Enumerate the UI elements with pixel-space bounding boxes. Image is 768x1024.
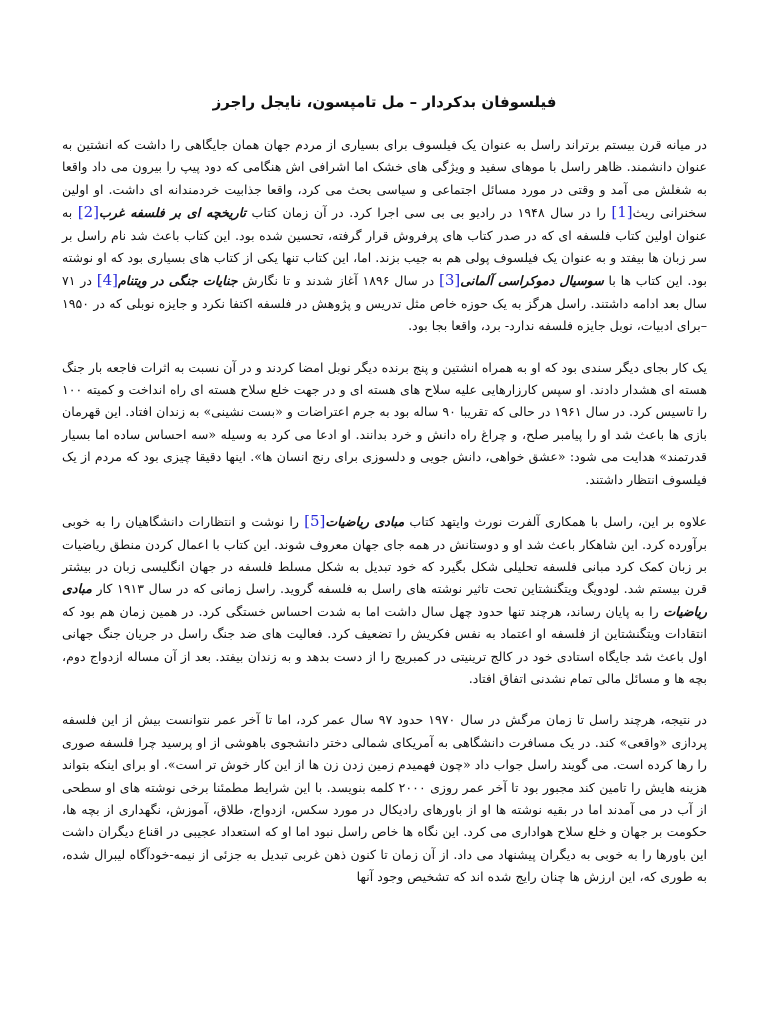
text-run: در سال ۱۸۹۶ آغاز شدند و تا نگارش xyxy=(237,273,440,289)
book-title: تاریخچه ای بر فلسفه غرب xyxy=(98,205,247,221)
text-run: در نتیجه، هرچند راسل تا زمان مرگش در سال ۱۹۷۰ حدود ۹۷ سال عمر کرد، اما تا آخر عمر نتوانست بیش از این فلسفه پردازی «واقعی» کند. در یک مسافرت دانشگاهی به آمریکای شمالی دختر دانشجوی باهوشی از او پرسید چرا فلسفه صوری را رها کرده است. می گویند راسل جواب داد «چون فهمیدم زمین زدن زن ها از این کار خوش تر است». او برای اینکه بتواند هزینه هایش را تامین کند مجبور بود تا آخر عمر روزی ۲۰۰۰ کلمه بنویسد. با این شرایط مطمئنا برخی نوشته های او سطحی از آب در می آمدند اما در بقیه نوشته ها او از باورهای رادیکال در مورد سکس، ازدواج، طلاق، آموزش، نگهداری از بچه ها، حکومت بر جهان و خلع سلاح هواداری می کرد. این نگاه ها خاص راسل نبود اما او که استعداد عجیبی در اقناع دیگران داشت این باورها را به خوبی به دیگران پیشنهاد می داد. از آن زمان تا کنون ذهن غربی تبدیل به جزئی از نیمه-خودآگاه لیبرال شده، به طوری که، این ارزش ها چنان رایج شده اند که تشخیص وجود آنها xyxy=(62,712,707,885)
text-run: یک کار بجای دیگر سندی بود که او به همراه انشتین و پنج برنده دیگر نوبل امضا کردند و در آن نسبت به اثرات فاجعه بار جنگ هسته ای هشدار دادند. او سپس کارزارهایی علیه سلاح های هسته ای و در جهت خلع سلاح هسته ای راه انداخت و کمیته ۱۰۰ را تاسیس کرد. در سال ۱۹۶۱ در حالی که تقریبا ۹۰ ساله بود به جرم اعتراضات و «بست نشینی» به زندان افتاد. این قهرمان بازی ها باعث شد او را پیامبر صلح، و چراغ راه دانش و خرد بدانند. او ادعا می کرد به وسیله «سه احساس ساده اما بسیار قدرتمند» هدایت می شود: «عشق خواهی، دانش جویی و دلسوزی برای رنج انسان ها». اینها دقیقا چیزی بود که مردم از یک فیلسوف انتظار داشتند. xyxy=(62,359,707,487)
text-run: به عنوان اولین کتاب فلسفه ای که در صدر کتاب های پرفروش قرار گرفته، تحسین شده بود. این کتاب باعث شد نام راسل بر سر زبان ها بیفتد و به عنوان یک فیلسوف پولی هم به جیب بزند. اما، این کتاب تنها یکی از کتاب های بسیاری بود که او نوشته بود. این کتاب ها با xyxy=(62,205,707,289)
text-run: در ۷۱ سال بعد ادامه داشتند. راسل هرگز به یک حوزه خاص مثل تدریس و پژوهش در فلسفه اکتفا نکرد و جایزه نوبلی که در ۱۹۵۰ –برای ادبیات، نوبل جایزه فلسفه ندارد- برد، واقعا بجا بود. xyxy=(62,273,708,334)
text-run: علاوه بر این، راسل با همکاری آلفرت نورث وایتهد کتاب xyxy=(404,514,707,530)
book-title: مبادی ریاضیات xyxy=(62,581,707,619)
book-title: جنایات جنگی در ویتنام xyxy=(117,273,238,289)
text-run: در میانه قرن بیستم برتراند راسل به عنوان یک فیلسوف برای بسیاری از مردم جهان همان جایگاهی را داشت که انشتین به عنوان دانشمند. ظاهر راسل با موهای سفید و ویژگی های خشک اما اشرافی اش هنگامی که دود پیپ را بیرون می داد واقعا به شغلش می آمد و وقتی در مورد مسائل اجتماعی و سیاسی بحث می کرد، واقعا جذابیت خردمندانه ای داشت. او اولین سخنرانی ریث xyxy=(62,137,707,221)
paragraph xyxy=(62,709,707,888)
footnote-link[interactable]: [3] xyxy=(439,271,461,290)
text-run: را به پایان رساند، هرچند تنها حدود چهل سال داشت اما به شدت احساس خستگی کرد. در همین زمان هم بود که انتقادات ویتگنشتاین از فلسفه او اعتماد به نفس فکریش را تضعیف کرد. فعالیت های ضد جنگ راسل در جریان جنگ جهانی اول باعث شد جایگاه استادی خود در کالج ترینیتی در کمبریج را از دست بدهد و به زندان بیفتد. بعد از آن مساله ازدواج دوم، بچه ها و مسائل مالی تمام نشدنی اتفاق افتاد. xyxy=(62,603,707,686)
document-page xyxy=(62,90,707,908)
page-title: فیلسوفان بدکردار – مل تامپسون، نایجل راجرز xyxy=(212,93,557,111)
footnote-link[interactable]: [4] xyxy=(96,271,118,290)
text-run: را در سال ۱۹۴۸ در رادیو بی بی سی اجرا کرد. در آن زمان کتاب xyxy=(246,205,612,221)
book-title: سوسیال دموکراسی آلمانی xyxy=(460,273,604,289)
book-title: مبادی ریاضیات xyxy=(325,514,405,530)
text-run: را نوشت و انتظارات دانشگاهیان را به خوبی برآورده کرد. این شاهکار باعث شد او و دوستانش در همه جای جهان معروف شوند. این کتاب با اعمال کردن منطق ریاضیات بر زبان کمک کرد مبانی فلسفه تحلیلی شکل بگیرد که خود تبدیل به شکل مسلط فلسفه در جهان انگلیسی زبان در بیشتر قرن بیستم شد. لودویگ ویتگنشتاین تحت تاثیر نوشته های راسل به فلسفه گروید. راسل زمانی که در سال ۱۹۱۳ کار xyxy=(62,514,708,597)
document-body xyxy=(62,134,707,889)
footnote-link[interactable]: [5] xyxy=(304,512,326,531)
footnote-link[interactable]: [1] xyxy=(611,203,633,222)
paragraph xyxy=(62,134,707,338)
paragraph xyxy=(62,357,707,491)
paragraph xyxy=(62,510,707,690)
footnote-link[interactable]: [2] xyxy=(77,203,99,222)
